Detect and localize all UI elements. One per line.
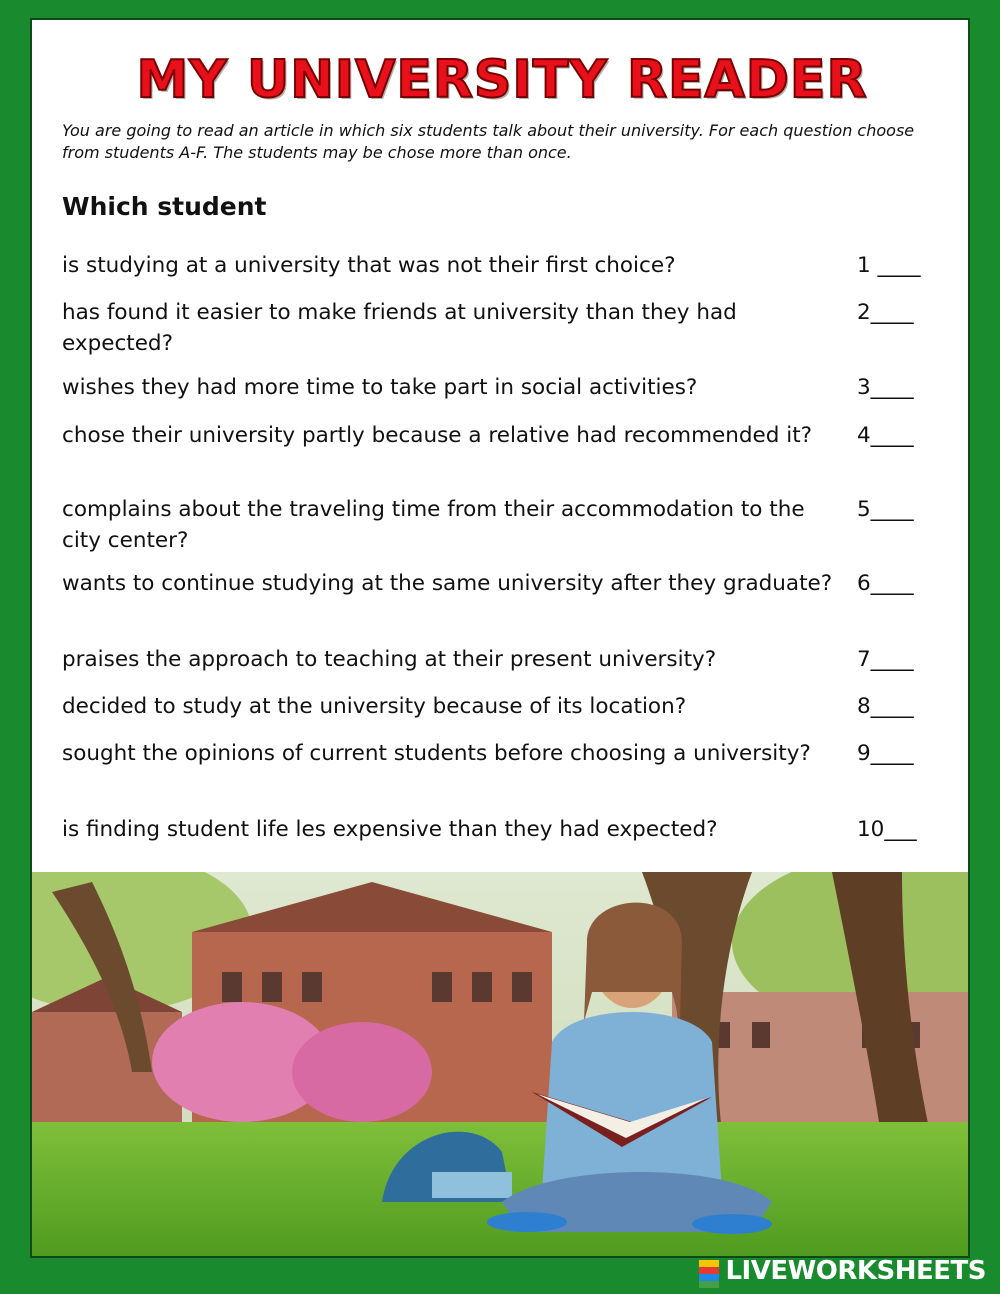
answer-blank[interactable]: 10___ xyxy=(857,817,917,842)
question-text: decided to study at the university because of its location? xyxy=(62,694,687,719)
page-title: MY UNIVERSITY READER xyxy=(136,50,868,110)
question-text: is studying at a university that was not their first choice? xyxy=(62,253,676,278)
logo-icon xyxy=(699,1260,719,1288)
answer-blank[interactable]: 6____ xyxy=(857,571,914,596)
answer-blank[interactable]: 9____ xyxy=(857,741,914,766)
question-text: is finding student life les expensive than they had expected? xyxy=(62,817,718,842)
section-heading: Which student xyxy=(62,192,267,221)
question-text: sought the opinions of current students before choosing a university? xyxy=(62,741,811,766)
question-text: praises the approach to teaching at their present university? xyxy=(62,647,717,672)
campus-scene-image xyxy=(32,872,970,1258)
question-text: wishes they had more time to take part in social activities? xyxy=(62,375,698,400)
answer-blank[interactable]: 7____ xyxy=(857,647,914,672)
instructions-text: You are going to read an article in which six students talk about their university. For each question choose from students A-F. The students may be chose more than once. xyxy=(62,121,915,162)
answer-blank[interactable]: 1 ____ xyxy=(857,253,921,278)
answer-blank[interactable]: 8____ xyxy=(857,694,914,719)
brand-text: LIVEWORKSHEETS xyxy=(725,1256,986,1286)
question-text: wants to continue studying at the same university after they graduate? xyxy=(62,571,833,596)
answer-blank[interactable]: 5____ xyxy=(857,497,914,522)
campus-illustration xyxy=(32,872,970,1258)
worksheet-page xyxy=(30,18,970,1258)
answer-blank[interactable]: 3____ xyxy=(857,375,914,400)
answer-blank[interactable]: 2____ xyxy=(857,300,914,325)
question-text: chose their university partly because a relative had recommended it? xyxy=(62,423,813,448)
liveworksheets-logo xyxy=(725,1256,986,1286)
answer-blank[interactable]: 4____ xyxy=(857,423,914,448)
question-text: has found it easier to make friends at university than they had expected? xyxy=(62,300,737,356)
question-text: complains about the traveling time from their accommodation to the city center? xyxy=(62,497,805,553)
